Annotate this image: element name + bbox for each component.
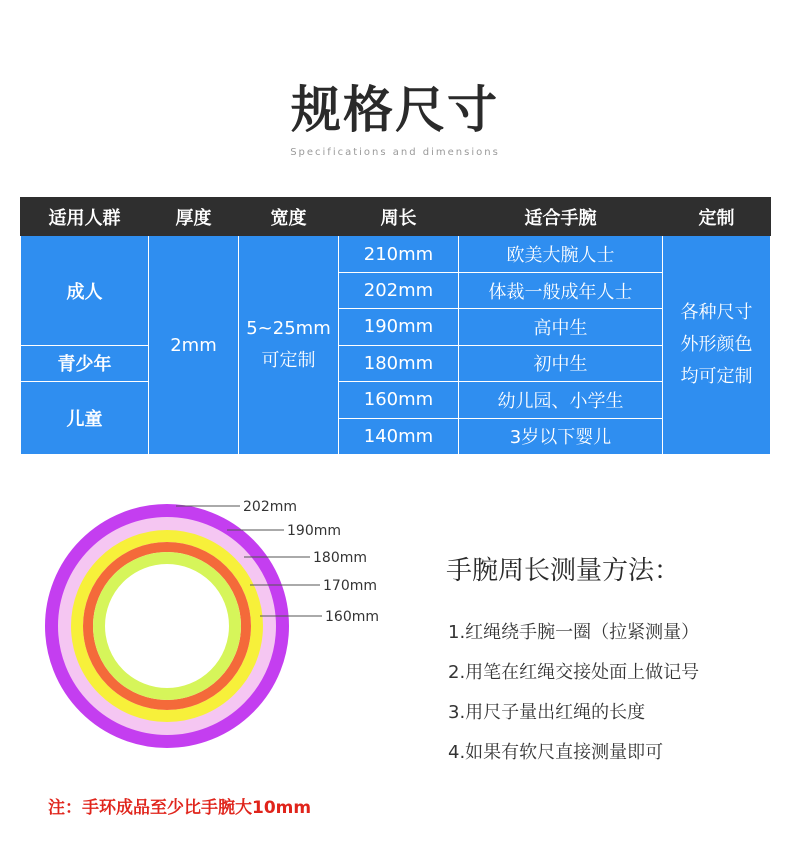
page-title: 规格尺寸 <box>291 81 499 139</box>
custom-line: 均可定制 <box>680 366 753 388</box>
fit-cell: 体裁一般成年人士 <box>459 272 663 308</box>
custom-cell <box>663 236 771 455</box>
ring-170mm <box>88 547 246 705</box>
ring-label: 170mm <box>323 578 377 594</box>
ring-160mm <box>99 558 235 694</box>
length-cell: 202mm <box>339 272 459 308</box>
fit-cell: 3岁以下婴儿 <box>459 418 663 454</box>
length-cell: 140mm <box>339 418 459 454</box>
method-title: 手腕周长测量方法： <box>446 556 681 586</box>
header-width: 宽度 <box>239 198 339 236</box>
table-row <box>21 236 771 272</box>
table-header-row <box>21 198 771 236</box>
header-custom: 定制 <box>663 198 771 236</box>
table-row <box>21 382 771 418</box>
thickness-cell: 2mm <box>149 236 239 455</box>
page-subtitle: Specifications and dimensions <box>290 147 500 158</box>
length-cell: 190mm <box>339 309 459 345</box>
ring-label: 180mm <box>313 550 367 566</box>
group-teen: 青少年 <box>21 345 149 381</box>
length-cell: 210mm <box>339 236 459 272</box>
fit-cell: 高中生 <box>459 309 663 345</box>
spec-table <box>20 197 771 455</box>
width-line2: 可定制 <box>261 350 316 372</box>
table-row <box>21 345 771 381</box>
fit-cell: 初中生 <box>459 345 663 381</box>
width-line1: 5~25mm <box>246 318 331 340</box>
header-audience: 适用人群 <box>21 198 149 236</box>
method-step: 3.用尺子量出红绳的长度 <box>448 702 646 723</box>
ring-label: 160mm <box>325 609 379 625</box>
ring-label: 190mm <box>287 523 341 539</box>
note-text: 注：手环成品至少比手腕大10mm <box>48 798 312 818</box>
header-length: 周长 <box>339 198 459 236</box>
method-step: 4.如果有软尺直接测量即可 <box>448 742 664 763</box>
method-step: 2.用笔在红绳交接处面上做记号 <box>448 662 700 683</box>
fit-cell: 幼儿园、小学生 <box>459 382 663 418</box>
custom-line: 各种尺寸 <box>680 302 753 324</box>
length-cell: 180mm <box>339 345 459 381</box>
group-child: 儿童 <box>21 382 149 455</box>
ring-label: 202mm <box>243 499 297 515</box>
custom-line: 外形颜色 <box>680 334 753 356</box>
fit-cell: 欧美大腕人士 <box>459 236 663 272</box>
header-fit: 适合手腕 <box>459 198 663 236</box>
width-cell <box>239 236 339 455</box>
method-step: 1.红绳绕手腕一圈（拉紧测量） <box>448 622 700 643</box>
header-thickness: 厚度 <box>149 198 239 236</box>
ring-diagram <box>40 490 400 770</box>
length-cell: 160mm <box>339 382 459 418</box>
group-adult: 成人 <box>21 236 149 345</box>
